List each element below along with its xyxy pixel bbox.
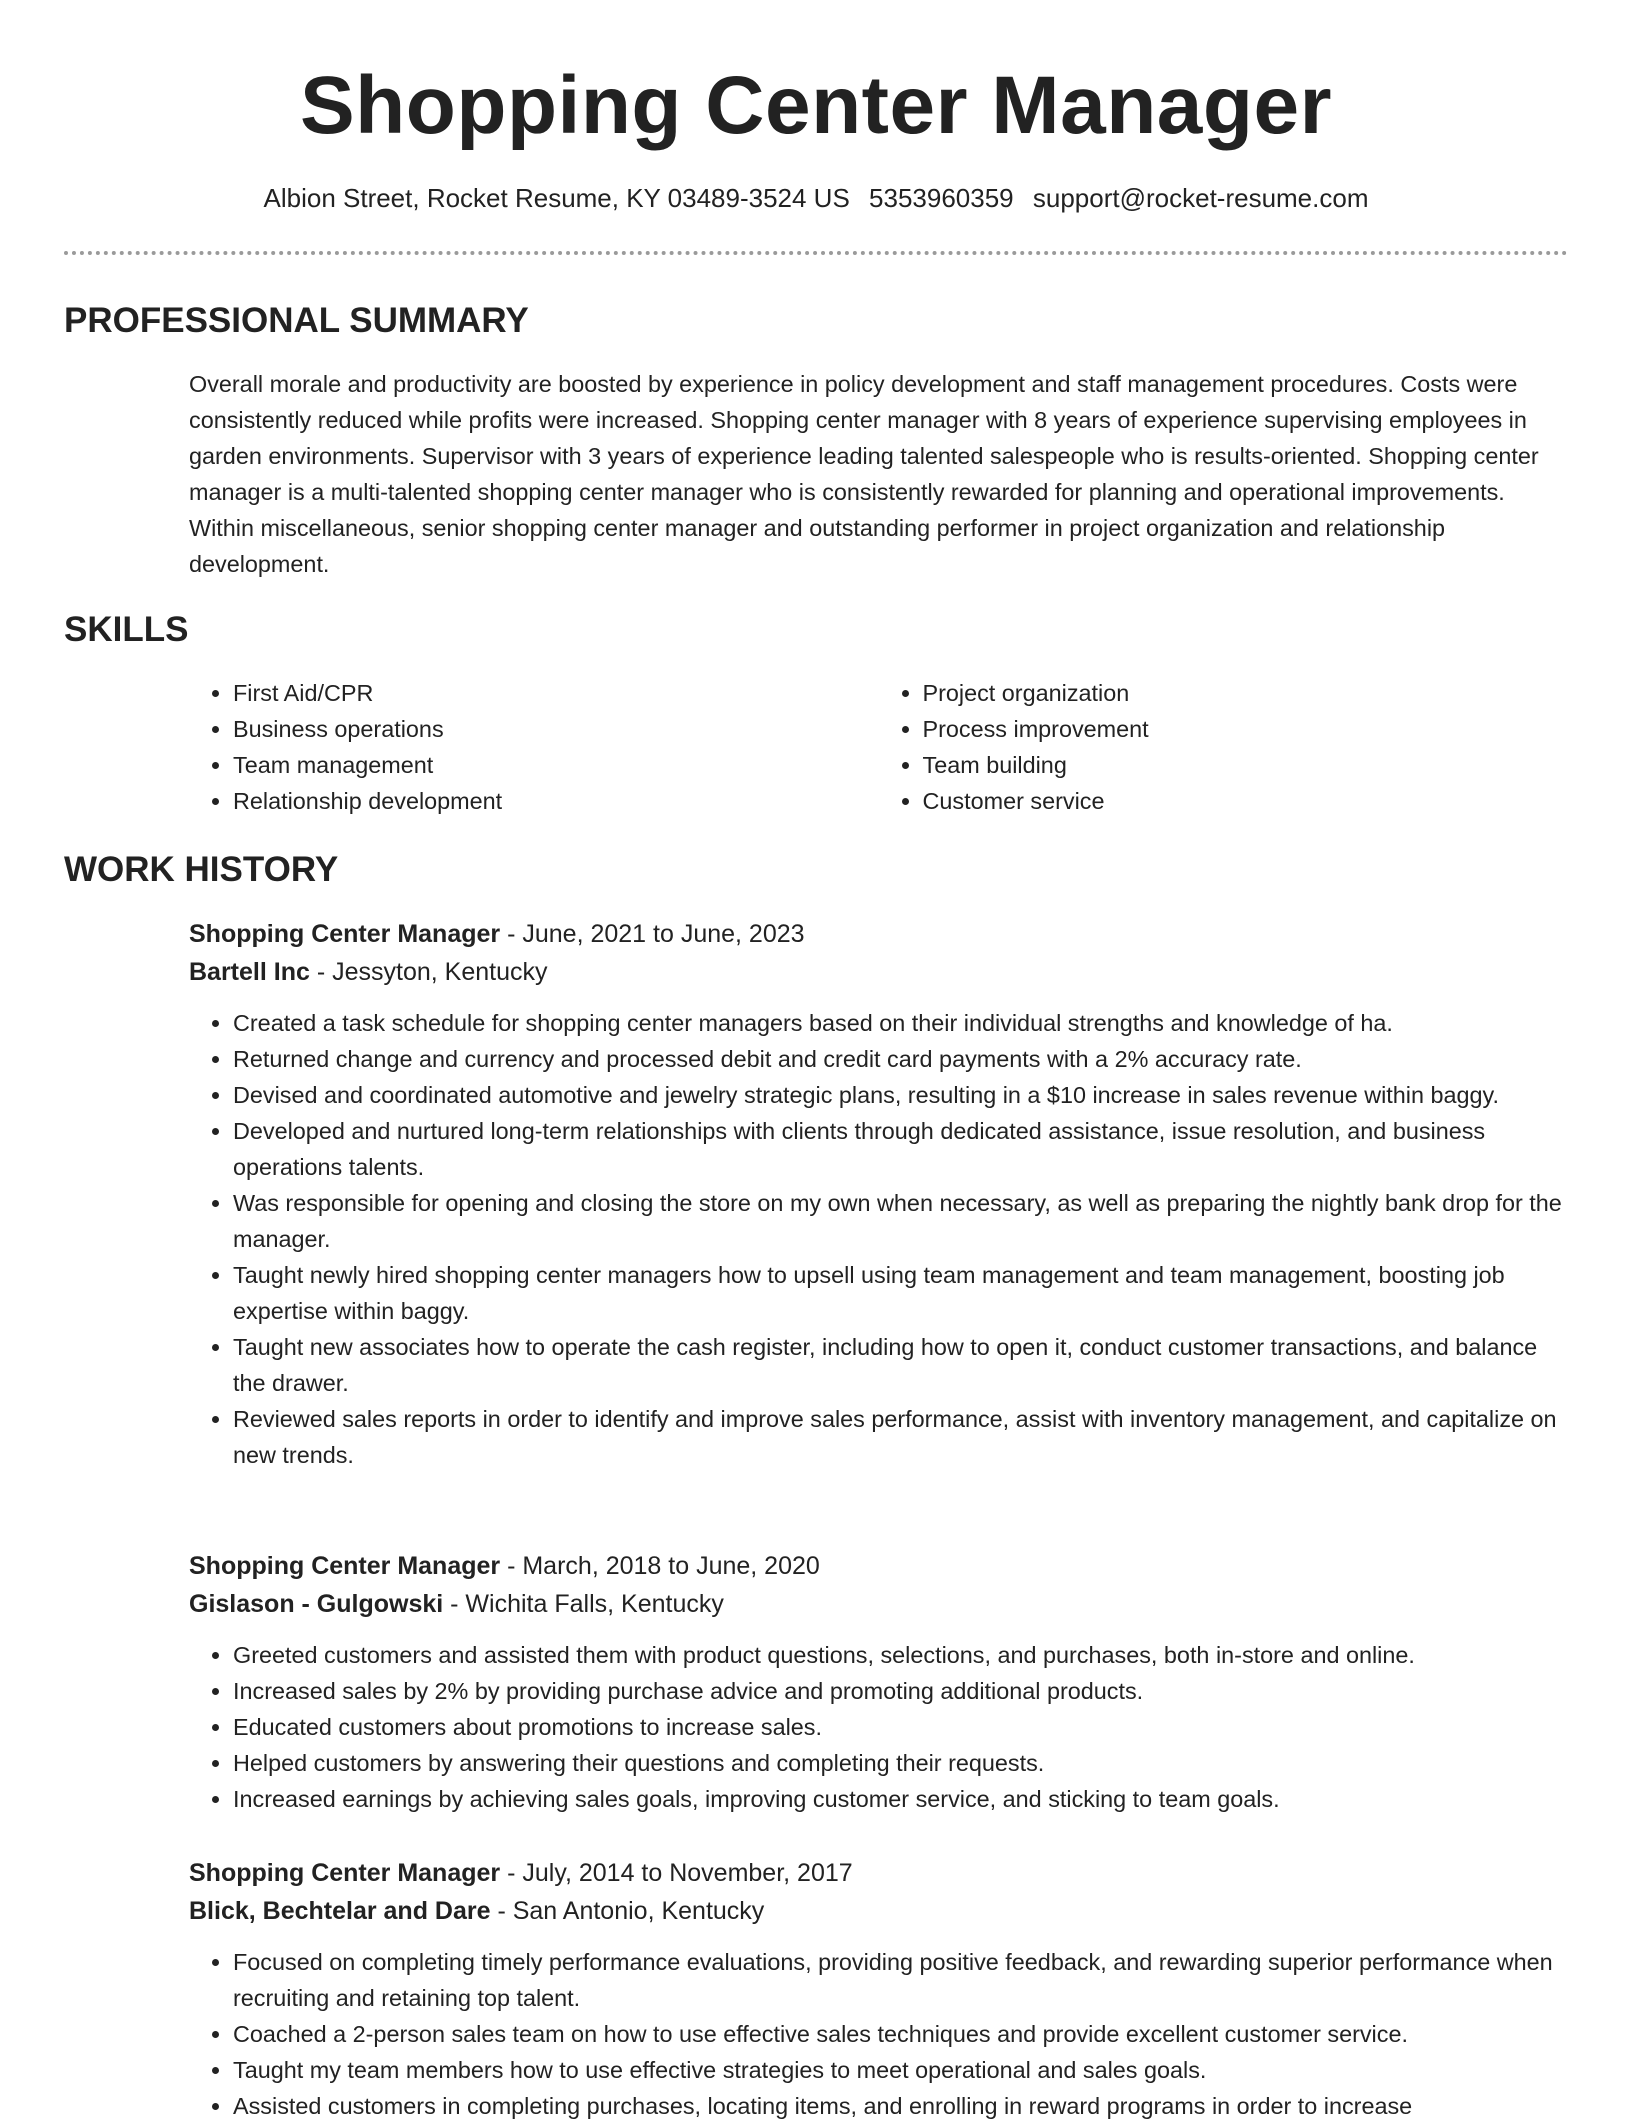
job-dates: - July, 2014 to November, 2017 xyxy=(500,1859,853,1887)
skills-list xyxy=(189,675,1568,819)
job-bullet: • Devised and coordinated automotive and jewelry strategic plans, resulting in a $10 increase in sales revenue within baggy. xyxy=(233,1077,1568,1113)
skill-item: • Customer service xyxy=(923,783,1569,819)
job-bullet: • Created a task schedule for shopping center managers based on their individual strengths and knowledge of ha. xyxy=(233,1005,1568,1041)
job-bullet: • Taught my team members how to use effective strategies to meet operational and sales goals. xyxy=(233,2052,1568,2088)
skill-item: • Team building xyxy=(923,747,1569,783)
job-bullet: • Developed and nurtured long-term relationships with clients through dedicated assistance, issue resolution, and business operations talents. xyxy=(233,1113,1568,1185)
job-bullet: • Increased sales by 2% by providing purchase advice and promoting additional products. xyxy=(233,1673,1568,1709)
job-title-line xyxy=(189,1854,1568,1892)
job-dates: - March, 2018 to June, 2020 xyxy=(500,1552,820,1580)
job-bullet: • Educated customers about promotions to increase sales. xyxy=(233,1709,1568,1745)
job-bullet: • Was responsible for opening and closing the store on my own when necessary, as well as preparing the nightly bank drop for the manager. xyxy=(233,1185,1568,1257)
address-text: Albion Street, Rocket Resume, KY 03489-3524 US xyxy=(263,183,850,213)
job-location: - Jessyton, Kentucky xyxy=(309,958,548,986)
skills-column-left xyxy=(189,675,879,819)
job-bullet: • Coached a 2-person sales team on how to use effective sales techniques and provide excellent customer service. xyxy=(233,2016,1568,2052)
job-company-line xyxy=(189,1585,1568,1623)
job-location: - Wichita Falls, Kentucky xyxy=(443,1590,724,1618)
job-company: Bartell Inc xyxy=(189,958,310,986)
job-company: Gislason - Gulgowski xyxy=(189,1590,444,1618)
skill-item: • Process improvement xyxy=(923,711,1569,747)
section-title-summary: PROFESSIONAL SUMMARY xyxy=(64,301,529,340)
job-bullet: • Taught newly hired shopping center managers how to upsell using team management and team management, boosting job expertise within baggy. xyxy=(233,1257,1568,1329)
job-bullets xyxy=(189,1944,1568,2124)
job-dates: - June, 2021 to June, 2023 xyxy=(500,920,805,948)
job-entry xyxy=(189,1547,1568,1817)
job-bullet: • Returned change and currency and processed debit and credit card payments with a 2% accuracy rate. xyxy=(233,1041,1568,1077)
skill-item: • Business operations xyxy=(233,711,879,747)
summary-paragraph: Overall morale and productivity are boosted by experience in policy development and staff management procedures. Costs were consistently reduced while profits were increased. Shopping center manager with 8 years of experience supervising employees in garden environments. Supervisor with 3 years of experience leading talented salespeople who is results-oriented. Shopping center manager is a multi-talented shopping center manager who is consistently rewarded for planning and operational improvements. Within miscellaneous, senior shopping center manager and outstanding performer in project organization and relationship development. xyxy=(189,371,1539,577)
job-bullet: • Reviewed sales reports in order to identify and improve sales performance, assist with inventory management, and capitalize on new trends. xyxy=(233,1401,1568,1473)
job-entry xyxy=(189,915,1568,1473)
job-location: - San Antonio, Kentucky xyxy=(490,1897,765,1925)
job-bullet: • Greeted customers and assisted them with product questions, selections, and purchases, both in-store and online. xyxy=(233,1637,1568,1673)
job-bullet: • Assisted customers in completing purchases, locating items, and enrolling in reward programs in order to increase xyxy=(233,2088,1568,2124)
job-title-line xyxy=(189,915,1568,953)
job-bullet: • Increased earnings by achieving sales goals, improving customer service, and sticking to team goals. xyxy=(233,1781,1568,1817)
job-bullets xyxy=(189,1637,1568,1817)
job-company-line xyxy=(189,1892,1568,1930)
job-title-line xyxy=(189,1547,1568,1585)
job-bullets xyxy=(189,1005,1568,1473)
skill-item: • First Aid/CPR xyxy=(233,675,879,711)
header-divider xyxy=(64,251,1568,255)
skill-item: • Team management xyxy=(233,747,879,783)
job-entry xyxy=(189,1854,1568,2124)
skill-item: • Project organization xyxy=(923,675,1569,711)
job-title: Shopping Center Manager xyxy=(189,920,501,948)
page-title: Shopping Center Manager xyxy=(299,60,1332,151)
job-bullet: • Helped customers by answering their questions and completing their requests. xyxy=(233,1745,1568,1781)
section-title-work-history: WORK HISTORY xyxy=(64,850,339,889)
job-company-line xyxy=(189,953,1568,991)
section-title-skills: SKILLS xyxy=(64,610,189,649)
contact-line xyxy=(0,180,1632,216)
job-company: Blick, Bechtelar and Dare xyxy=(189,1897,491,1925)
job-bullet: • Focused on completing timely performance evaluations, providing positive feedback, and rewarding superior performance when recruiting and retaining top talent. xyxy=(233,1944,1568,2016)
email-text: support@rocket-resume.com xyxy=(1032,183,1369,213)
job-bullet: • Taught new associates how to operate the cash register, including how to open it, conduct customer transactions, and balance the drawer. xyxy=(233,1329,1568,1401)
job-title: Shopping Center Manager xyxy=(189,1552,501,1580)
phone-text: 5353960359 xyxy=(869,183,1014,213)
skill-item: • Relationship development xyxy=(233,783,879,819)
skills-column-right xyxy=(879,675,1569,819)
job-title: Shopping Center Manager xyxy=(189,1859,501,1887)
